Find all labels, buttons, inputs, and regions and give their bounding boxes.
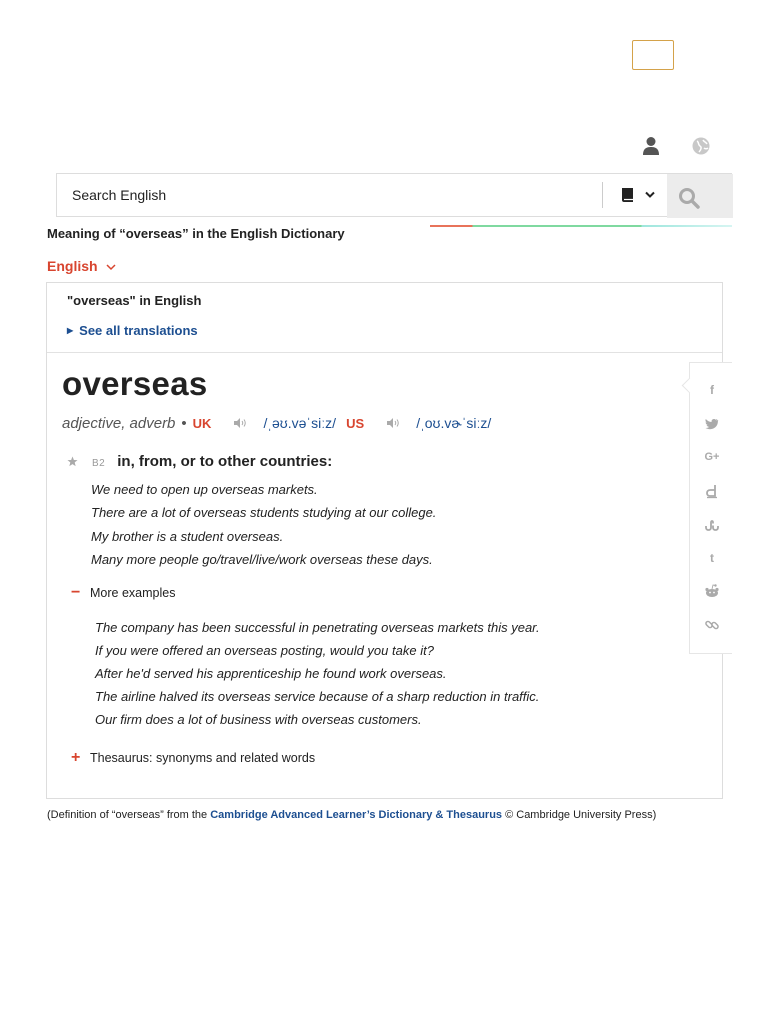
translations-title: "overseas" in English: [67, 293, 202, 308]
facebook-icon[interactable]: f: [710, 383, 714, 397]
chevron-down-icon: [645, 191, 655, 199]
dictionary-select[interactable]: [609, 182, 659, 208]
collapse-icon: −: [71, 584, 81, 601]
example-sentence: Our firm does a lot of business with overseas customers.: [95, 712, 422, 727]
header-button[interactable]: [632, 40, 674, 70]
more-examples-list: [95, 616, 540, 731]
stumbleupon-icon[interactable]: [704, 517, 720, 533]
chevron-down-icon: [105, 263, 117, 271]
example-sentence: My brother is a student overseas.: [91, 528, 284, 544]
search-input[interactable]: [57, 174, 597, 216]
link-icon[interactable]: [704, 617, 720, 633]
expand-icon: +: [71, 749, 81, 766]
search-divider: [602, 182, 603, 208]
divider: [47, 352, 722, 353]
credit-prefix: (Definition of “overseas” from the: [47, 809, 211, 821]
thesaurus-toggle[interactable]: [71, 749, 315, 767]
uk-label: UK: [192, 416, 212, 431]
example-sentence: We need to open up overseas markets.: [91, 482, 318, 497]
cefr-level-badge: B2: [92, 458, 106, 469]
us-label: US: [346, 416, 365, 431]
share-sidebar: [689, 362, 732, 654]
delicious-icon[interactable]: [704, 483, 720, 499]
definition-credit: [47, 809, 656, 821]
example-sentence: Many more people go/travel/live/work overseas these days.: [91, 551, 433, 567]
uk-ipa: /ˌəʊ.vəˈsiːz/: [263, 415, 336, 431]
example-sentence: There are a lot of overseas students studying at our college.: [91, 505, 437, 521]
example-sentence: If you were offered an overseas posting, would you take it?: [95, 643, 434, 658]
user-icon[interactable]: [642, 136, 660, 156]
tumblr-icon[interactable]: t: [710, 551, 714, 565]
sense-header: [67, 453, 332, 471]
example-list: [91, 478, 436, 571]
google-plus-icon[interactable]: G+: [704, 451, 720, 463]
bullet: •: [181, 415, 187, 432]
pronunciation-line: [62, 415, 491, 432]
globe-icon[interactable]: [692, 137, 710, 155]
more-examples-toggle[interactable]: [71, 584, 175, 602]
part-of-speech: adjective, adverb: [62, 415, 176, 432]
example-sentence: The company has been successful in penetrating overseas markets this year.: [95, 620, 540, 635]
speaker-icon-us[interactable]: [386, 417, 400, 429]
definition: in, from, or to other countries:: [117, 453, 333, 470]
see-all-label: See all translations: [79, 323, 198, 338]
dictionary-language-select[interactable]: [47, 258, 117, 274]
search-bar: [56, 173, 732, 217]
speaker-icon-uk[interactable]: [233, 417, 247, 429]
us-ipa: /ˌoʊ.vɚˈsiːz/: [416, 415, 492, 431]
example-sentence: After he'd served his apprenticeship he found work overseas.: [95, 666, 447, 681]
book-icon: [621, 187, 635, 203]
page-title: Meaning of “overseas” in the English Dictionary: [47, 226, 345, 241]
dictionary-book-link[interactable]: Cambridge Advanced Learner’s Dictionary & Thesaurus: [210, 809, 503, 821]
search-button[interactable]: [667, 174, 733, 218]
entry-box: [46, 282, 723, 799]
credit-suffix: © Cambridge University Press): [502, 809, 657, 821]
more-examples-label: More examples: [90, 586, 176, 600]
headword: overseas: [62, 365, 208, 402]
see-all-translations-link[interactable]: [67, 323, 198, 338]
search-icon: [678, 187, 700, 209]
twitter-icon[interactable]: [704, 416, 720, 432]
thesaurus-label: Thesaurus: synonyms and related words: [90, 751, 316, 765]
reddit-icon[interactable]: [704, 583, 720, 599]
example-sentence: The airline halved its overseas service because of a sharp reduction in traffic.: [95, 689, 540, 704]
caret-right-icon: ▶: [67, 326, 74, 335]
accent-stripe: [430, 225, 732, 227]
star-icon[interactable]: [67, 456, 78, 467]
language-label: English: [47, 258, 98, 274]
